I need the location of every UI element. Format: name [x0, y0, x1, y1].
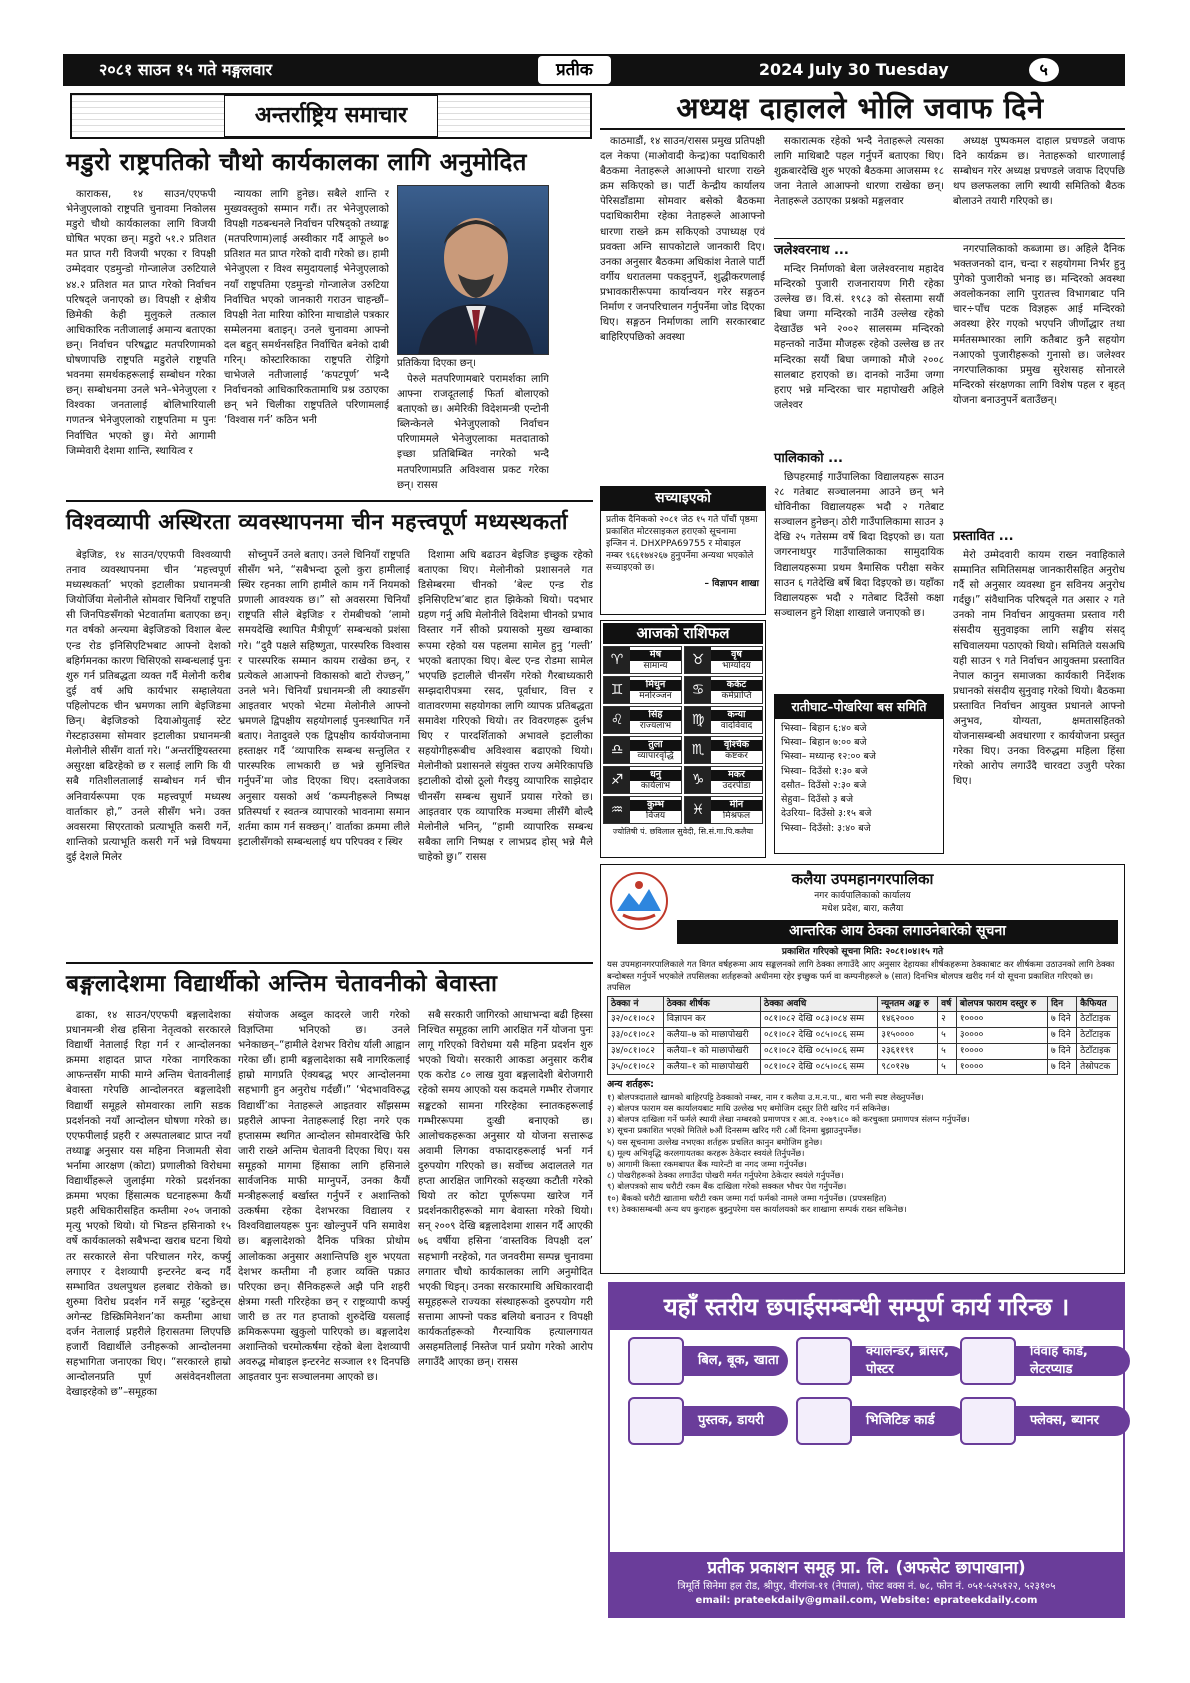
- table-cell: २३६११९१: [878, 1043, 938, 1059]
- notice-title: आन्तरिक आय ठेक्का लगाउनेबारेको सूचना: [677, 920, 1118, 944]
- dahal-text-2: सकारात्मक रहेको भन्दै नेताहरूले त्यसका लागि माथिबाटै पहल गर्नुपर्ने बताएका थिए। शुक्रबारदेखि शुरु भएको बैठकमा आजसम्म १८ जना नेताले आआफ्नो धारणा राखेका छन्। नेताहरूले उठाएका प्रश्नको मङ्गलवार: [774, 136, 944, 208]
- table-cell: १००००: [956, 1012, 1047, 1028]
- correction-box: [600, 486, 766, 615]
- horoscope-item: [684, 676, 763, 704]
- service-label: पुस्तक, डायरी: [648, 1406, 788, 1436]
- horoscope-box: [600, 620, 766, 858]
- table-cell: २: [938, 1012, 957, 1028]
- table-cell: १४६२०००: [878, 1012, 938, 1028]
- bus-schedule-row: भिस्वा– बिहान ७:०० बजे: [781, 737, 867, 748]
- zodiac-sign: कर्कट: [711, 680, 762, 691]
- dahal-col-3: [953, 134, 1125, 234]
- bus-schedule-row: सेहुवा– दिउँसो ३ बजे: [781, 794, 854, 805]
- service-label: बिल, बूक, खाता: [648, 1346, 788, 1376]
- bangladesh-col-1: [66, 1008, 231, 1620]
- zodiac-forecast: कर्मप्राप्ति: [721, 690, 752, 701]
- prastavit-col: [953, 548, 1125, 854]
- table-cell: ०८१।०८२ देखि ०८३।०८४ सम्म: [760, 1012, 877, 1028]
- term-item: ११) ठेक्कासम्बन्धी अन्य थप कुराहरू बुझ्नुपरेमा यस कार्यालयको कर शाखामा सम्पर्क राख्न सकिनेछ।: [607, 1203, 907, 1214]
- table-cell: कलैया–१ को माछापोखरी: [663, 1059, 760, 1075]
- divider: [774, 238, 1125, 239]
- zodiac-icon: ♓: [685, 797, 711, 823]
- zodiac-sign: वृश्चिक: [711, 740, 762, 751]
- zodiac-icon: ♏: [685, 737, 711, 763]
- nepali-date: २०८१ साउन १५ गते मङ्गलवार: [99, 59, 273, 79]
- horoscope-credit: ज्योतिषी पं. छविलाल सुवेदी, सि.सं.गा.पि.कलैया: [612, 827, 754, 837]
- term-item: ९) बोलपत्रको साथ धरौटी रकम बैंक दाखिला गरेको सक्कल भौचर पेश गर्नुपर्नेछ।: [607, 1181, 847, 1192]
- service-thumbnail-icon: [628, 1397, 684, 1445]
- jaleshwar-col-1: [774, 262, 944, 448]
- prastavit-head: प्रस्तावित ...: [953, 529, 1014, 544]
- zodiac-sign: धनु: [630, 770, 681, 781]
- notice-location: मधेश प्रदेश, बारा, कलैया: [821, 904, 904, 915]
- table-row: [608, 1059, 1118, 1075]
- table-cell: ७ दिने: [1047, 1059, 1076, 1075]
- printing-ad: [608, 1282, 1125, 1618]
- service-thumbnail-icon: [960, 1397, 1016, 1445]
- zodiac-forecast: मनोरञ्जन: [639, 690, 672, 701]
- table-cell: ०८१।०८२ देखि ०८५।०८६ सम्म: [760, 1028, 877, 1044]
- palika-col: [774, 470, 944, 688]
- service-label: विवाह कार्ड, लेटरप्याड: [980, 1346, 1130, 1376]
- table-cell: ३१५००००: [878, 1028, 938, 1044]
- table-header-cell: न्यूनतम अङ्क रु: [878, 996, 938, 1012]
- bangladesh-text-2: संयोजक अब्दुल कादरले जारी गरेको विज्ञप्तिमा भनिएको छ। उनले भनेकाछन्–“हामीले देशभर विरोध र्याली आह्वान गरेका छौं। हामी बङ्गलादेशका सबै नागरिकलाई हाम्रो मागप्रति ऐक्यबद्ध भएर आन्दोलनमा सहभागी हुन अनुरोध गर्दछौं।” ‘भेदभावविरुद्ध विद्यार्थी’का नेताहरूले आइतवार साँझसम्म प्रहरीले आफ्ना नेताहरूलाई रिहा नगरे एक हप्तासम्म स्थगित आन्दोलन सोमवारदेखि फेरि जारी राख्ने अन्तिम चेतावनी दिएका थिए। यस समूहको मागमा हिंसाका लागि हसिनाले सार्वजनिक माफी माग्नुपर्ने, उनका कैयौं मन्त्रीहरूलाई बर्खास्त गर्नुपर्ने र अशान्तिको उत्कर्षमा रहेका देशभरका विद्यालय र विश्वविद्यालयहरू पुनः खोल्नुपर्ने पनि समावेश छ। बङ्गलादेशको दैनिक पत्रिका प्रोथोम आलोकका अनुसार अशान्तिपछि शुरु भएयता देशभर कम्तीमा नौ हजार व्यक्ति पक्राउ परिएका छन्। सैनिकहरूले अझै पनि शहरी क्षेत्रमा गस्ती गरिरहेका छन् र राष्ट्रव्यापी कर्फ्यु जारी छ तर गत हप्ताको शुरुदेखि यसलाई क्रमिकरूपमा खुकुलो पारिएको छ। बङ्गलादेश अशान्तिको चरमोत्कर्षमा रहेको बेला देशव्यापी अवरुद्ध मोबाइल इन्टरनेट सञ्जाल ११ दिनपछि आइतवार पुनः सञ्चालनमा आएको छ।: [238, 1010, 410, 1384]
- horoscope-item: [603, 736, 682, 764]
- table-cell: ३००००: [956, 1028, 1047, 1044]
- horoscope-item: [684, 766, 763, 794]
- zodiac-forecast: भाग्योदय: [722, 660, 751, 671]
- table-cell: ७ दिने: [1047, 1043, 1076, 1059]
- bus-schedule-row: भिस्वा– मध्यान्ह १२:०० बजे: [781, 751, 876, 763]
- table-cell: ५: [938, 1059, 957, 1075]
- dahal-col-1: [600, 134, 765, 436]
- zodiac-sign: वृष: [711, 650, 762, 661]
- section-title-box: [70, 93, 592, 139]
- zodiac-icon: ♑: [685, 767, 711, 793]
- bangladesh-col-2: [238, 1008, 410, 1620]
- china-text-3: दिशामा अघि बढाउन बेइजिङ इच्छुक रहेको बताएका थिए। मेलोनीको प्रशासनले गत डिसेम्बरमा चीनको ‘बेल्ट एन्ड रोड इनिसिएटिभ’बाट हात झिकेको थियो। पदभार ग्रहण गर्नु अघि मेलोनीले विदेशमा चीनको प्रभाव विस्तार गर्ने सीको प्रयासको मुख्य खम्बाका रूपमा रहेको यस पहलमा सामेल हुनु ‘गल्ती’ भएको बताएका थिए। बेल्ट एन्ड रोडमा सामेल भएपछि इटालीले चीनसँग गरेको गैरबाध्यकारी सम्झदारीपत्रमा रसद, पूर्वाधार, वित्त र वातावरणमा सहयोगका लागि व्यापक प्रतिबद्धता समावेश गरिएको थियो। तर विवरणहरू दुर्लभ थिए र पारदर्शिताको अभावले इटालीका सहयोगीहरूबीच अविश्वास बढाएको थियो। मेलोनीको प्रशासनले संयुक्त राज्य अमेरिकापछि इटालीको दोस्रो ठूलो गैरइयु व्यापारिक साझेदार चीनसँग सम्बन्ध सुधार्ने प्रयास गरेको छ। आइतवार एक व्यापारिक मञ्चमा लीसँगै बोल्दै मेलोनीले भनिन्, “हामी व्यापारिक सम्बन्ध सबैका लागि निष्पक्ष र लाभप्रद होस् भन्ने मैले चाहेको छु।” रासस: [418, 550, 593, 863]
- maduro-text-1: काराकस, १४ साउन/एएफपी भेनेजुएलाको राष्ट्रपति चुनावमा निकोलस मडुरो चौथो कार्यकालका लागि विजयी घोषित भएका छन्। मडुरो ५१.२ प्रतिशत मत प्राप्त गरी विजयी भएका र विपक्षी उम्मेदवार एडमुन्डो गोन्जालेज उरुटियाले ४४.२ प्रतिशत मत प्राप्त गरेको निर्वाचन परिषद्ले जनाएको छ। विपक्षी र क्षेत्रीय छिमेकी केही मुलुकले तत्काल आधिकारिक नतीजालाई अमान्य बताएका छन्। निर्वाचन परिषद्बाट मतपरिणामको घोषणापछि राष्ट्रपति मडुरोले राष्ट्रपति भवनमा समर्थकहरूलाई सम्बोधन गरेका छन्। सम्बोधनमा उनले भने–भेनेजुएला र विश्वका जनतालाई बोलिभारियाली गणतन्त्र भेनेजुएलाको राष्ट्रपतिमा म पुनः निर्वाचित भएको छु। मेरो आगामी जिम्मेवारी देशमा शान्ति, स्थायित्व र: [66, 189, 216, 457]
- service-thumbnail-icon: [960, 1337, 1016, 1385]
- table-cell: ठेटाँटाइक: [1077, 1043, 1118, 1059]
- china-text-2: सोच्नुपर्ने उनले बताए। उनले चिनियाँ राष्ट्रपति सीसँग भने, “सबैभन्दा ठूलो कुरा हामीलाई स्थिर रहनका लागि हामीले काम गर्ने नियमको प्रणाली आवश्यक छ।” सो अवसरमा चिनियाँ राष्ट्रपति सीले बेइजिङ र रोमबीचको ‘लामो समयदेखि स्थापित मैत्रीपूर्ण’ सम्बन्धको प्रशंसा गरे। “दुवै पक्षले सहिष्णुता, पारस्परिक विश्वास र पारस्परिक सम्मान कायम राखेका छन्, र प्रत्येकले आआफ्नो विकासको बाटो रोज्छन्,” उनले भने। चिनियाँ प्रधानमन्त्री ली क्याङसँग आइतवार भएको भेटमा मेलोनीले आफ्नो भ्रमणले द्विपक्षीय सहयोगलाई पुनःस्थापित गर्ने बताए। नेतादुवले एक द्विपक्षीय कार्ययोजनामा हस्ताक्षर गर्दै ‘व्यापारिक सम्बन्ध सन्तुलित र पारस्परिक लाभकारी छ भन्ने सुनिश्चित गर्नुपर्ने’मा जोड दिएका थिए। दस्तावेजका अनुसार यसको अर्थ ‘कम्पनीहरूले निष्पक्ष प्रतिस्पर्धा र स्वतन्त्र व्यापारको भावनामा समान शर्तमा काम गर्न सक्छन्।’ वार्ताका क्रममा लीले इटालीसँगको सम्बन्धलाई थप परिपक्व र स्थिर: [238, 550, 410, 848]
- term-item: ८) पोखरीहरूको ठेक्का लगाउँदा पोखरी मर्मत गर्नुपरेमा ठेकेदार स्वयंले गर्नुपर्नेछ।: [607, 1170, 844, 1181]
- bus-box: [774, 694, 944, 854]
- zodiac-sign: कुम्भ: [630, 800, 681, 811]
- china-col-1: [66, 548, 231, 958]
- table-header-cell: बोलपत्र फाराम दस्तुर रु: [956, 996, 1047, 1012]
- table-cell: ९८०१२७: [878, 1059, 938, 1075]
- table-cell: ७ दिने: [1047, 1028, 1076, 1044]
- maduro-headline: मडुरो राष्ट्रपतिको चौथो कार्यकालका लागि अनुमोदित: [66, 147, 527, 176]
- service-label: क्यालेन्डर, ब्रोसर, पोस्टर: [816, 1346, 966, 1376]
- maduro-col-2: [224, 187, 389, 494]
- table-cell: कलैया–१ को माछापोखरी: [663, 1043, 760, 1059]
- table-cell: ३३/०८१।०८२: [608, 1028, 664, 1044]
- horoscope-item: [603, 766, 682, 794]
- tender-notice: [600, 864, 1125, 1274]
- term-item: ५) यस सूचनामा उल्लेख नभएका शर्तहरू प्रचलित कानुन बमोजिम हुनेछ।: [607, 1136, 823, 1147]
- zodiac-icon: ♐: [604, 767, 630, 793]
- maduro-text-3: पेरुले मतपरिणामबारे परामर्शका लागि आफ्ना राजदूतलाई फिर्ता बोलाएको बताएको छ। अमेरिकी विदेशमन्त्री एन्टोनी ब्लिन्केनले भेनेजुएलाको निर्वाचन परिणाममले भेनेजुएलाका मतदाताको इच्छा प्रतिबिम्बित नगरेको भन्दै मतपरिणामप्रति अविश्वास प्रकट गरेका छन्। रासस: [397, 374, 549, 491]
- zodiac-forecast: व्यापारवृद्धि: [637, 750, 674, 761]
- maduro-photo: [397, 185, 549, 355]
- jaleshwar-text-2: नगरपालिकाको कब्जामा छ। अहिले दैनिक भक्तजनको दान, चन्दा र सहयोगमा निर्भर हुनु पुगेको पुजारीको भनाइ छ। मन्दिरको अवस्था अवलोकनका लागि पुरातत्त्व विभागबाट पनि चार÷पाँच पटक विज्ञहरू आई मन्दिरको अवस्था हेरेर गएको भएपनि जीर्णोद्धार तथा मर्मतसम्भारका लागि कतैबाट कुनै सहयोग नआएको पुजारीहरूको गुनासो छ। जलेश्वर नगरपालिकाका प्रमुख सुरेशसह सोनारले मन्दिरको संरक्षणका लागि विशेष पहल र बृहत् योजना बनाउनुपर्ने बताउँछन्।: [953, 244, 1125, 406]
- table-cell: ३४/०८१।०८२: [608, 1043, 664, 1059]
- table-header-cell: ठेक्का नं: [608, 996, 664, 1012]
- zodiac-sign: मीन: [711, 800, 762, 811]
- zodiac-icon: ♌: [604, 707, 630, 733]
- divider: [600, 128, 1125, 130]
- zodiac-forecast: राज्यलाभ: [639, 720, 672, 731]
- bangladesh-headline: बङ्गलादेशमा विद्यार्थीको अन्तिम चेतावनीको बेवास्ता: [66, 970, 498, 997]
- bus-schedule-row: देउरिया– दिउँसो ३:१५ बजे: [781, 808, 872, 820]
- ad-footer: [610, 1552, 1123, 1616]
- correction-body: प्रतीक दैनिकको २०८१ जेठ १५ गते पाँचौं पृष्ठमा प्रकाशित मोटरसाइकल हराएको सूचनामा इन्जिन नं. DHXPPA69755 र मोबाइल नम्बर ९६६१७४२६७ हुनुपर्नेमा अन्यथा भएकोले सच्याइएको छ।: [606, 514, 758, 574]
- divider: [66, 500, 593, 502]
- bangladesh-col-3: [418, 1008, 593, 1620]
- term-item: २) बोलपत्र फाराम यस कार्यालयबाट माथि उल्लेख भए बमोजिम दस्तुर तिरी खरिद गर्न सकिनेछ।: [607, 1103, 890, 1114]
- table-cell: ०८१।०८२ देखि ०८५।०८६ सम्म: [760, 1059, 877, 1075]
- page-header: [63, 54, 1125, 86]
- notice-org: कलैया उपमहानगरपालिका: [791, 870, 934, 888]
- service-thumbnail-icon: [628, 1337, 684, 1385]
- horoscope-item: [603, 796, 682, 824]
- zodiac-sign: मेष: [630, 650, 681, 661]
- zodiac-forecast: कार्यलाभ: [640, 780, 671, 791]
- jaleshwar-text-1: मन्दिर निर्माणको बेला जलेश्वरनाथ महादेव मन्दिरको पुजारी राजनारायण गिरी रहेका उल्लेख छ। वि.सं. १९८३ को सेस्तामा सयौं बिघा जग्गा मन्दिरको नाउँमै उल्लेख रहेको देखाउँछ भने २००२ सालसम्म मन्दिरको महन्तको नाउँमा मौजहरू रहेको उल्लेख छ तर मन्दिरका सयौं बिघा जग्गाको मौजे २००८ सालबाट हराएको छ। दानको नाउँमा जग्गा हराए भन्ने मन्दिरका चार महापोखरी अहिले जलेश्वर: [774, 264, 944, 411]
- divider: [66, 962, 593, 964]
- zodiac-sign: तुला: [630, 740, 681, 751]
- horoscope-item: [603, 646, 682, 674]
- zodiac-forecast: विजय: [645, 810, 666, 821]
- horoscope-item: [684, 706, 763, 734]
- page-number: ५: [1029, 58, 1059, 82]
- notice-intro: यस उपमहानगरपालिकाले गत विगत वर्षहरूमा आय सङ्कलनको लागि ठेक्का लगाउँदै आए अनुसार देहायका शीर्षकहरूमा ठेक्काबाट कर शीर्षकमा उठाउनको लागि ठेक्का बन्दोबस्त गर्नुपर्ने भएकोले तपसिलका शर्तहरूको अधीनमा रहेर इच्छुक फर्म वा कम्पनीहरूले ७ (सात) दिनभित्र बोलपत्र खरीद गर्न यो सूचना प्रकाशित गरिएको छ। तपसिल: [607, 960, 1115, 993]
- tender-table: [607, 996, 1118, 1076]
- zodiac-icon: ♊: [604, 677, 630, 703]
- terms-title: अन्य शर्तहरू:: [607, 1079, 654, 1091]
- table-header-cell: दिन: [1047, 996, 1076, 1012]
- service-label: भिजिटिङ कार्ड: [816, 1406, 966, 1436]
- table-cell: ७ दिने: [1047, 1012, 1076, 1028]
- horoscope-item: [603, 676, 682, 704]
- correction-sign: – विज्ञापन शाखा: [704, 578, 759, 589]
- table-cell: ३२/०८१।०८२: [608, 1012, 664, 1028]
- zodiac-icon: ♍: [685, 707, 711, 733]
- service-label: फ्लेक्स, ब्यानर: [980, 1406, 1130, 1436]
- table-cell: ठेटाँटाइक: [1077, 1028, 1118, 1044]
- zodiac-forecast: सामान्य: [643, 660, 668, 671]
- zodiac-icon: ♎: [604, 737, 630, 763]
- zodiac-sign: मिथुन: [630, 680, 681, 691]
- service-thumbnail-icon: [796, 1337, 852, 1385]
- table-header-cell: कैफियत: [1077, 996, 1118, 1012]
- term-item: ४) सूचना प्रकाशित भएको मितिले ७औं दिनसम्म खरिद गरी ८औं दिनमा बुझाउनुपर्नेछ।: [607, 1125, 862, 1136]
- maduro-col-3: [397, 372, 549, 494]
- horoscope-item: [684, 736, 763, 764]
- china-headline: विश्वव्यापी अस्थिरता व्यवस्थापनमा चीन महत्त्वपूर्ण मध्यस्थकर्ता: [66, 510, 568, 535]
- bus-title: रातीघाट–पोखरिया बस समिति: [775, 695, 943, 719]
- municipal-emblem-icon: [609, 871, 669, 931]
- table-cell: ठेटाँटाइक: [1077, 1012, 1118, 1028]
- table-header-cell: ठेक्का शीर्षक: [663, 996, 760, 1012]
- table-cell: कलैया–७ को माछापोखरी: [663, 1028, 760, 1044]
- dahal-text-3: अध्यक्ष पुष्पकमल दाहाल प्रचण्डले जवाफ दिने कार्यक्रम छ। नेताहरूको धारणालाई सम्बोधन गरेर अध्यक्ष प्रचण्डले जवाफ दिएपछि थप छलफलका लागि स्थायी समितिको बैठक बोलाउने तयारी गरिएको छ।: [953, 136, 1125, 208]
- table-row: [608, 1012, 1118, 1028]
- zodiac-forecast: कष्टकर: [725, 750, 748, 761]
- lead-headline: अध्यक्ष दाहालले भोलि जवाफ दिने: [676, 91, 1044, 125]
- table-row: [608, 1028, 1118, 1044]
- table-row: [608, 1043, 1118, 1059]
- palika-head: पालिकाको ...: [774, 451, 843, 466]
- jaleshwar-head: जलेश्वरनाथ ...: [774, 243, 849, 258]
- maduro-col-1: [66, 187, 216, 494]
- jaleshwar-col-2: [953, 242, 1125, 522]
- horoscope-item: [684, 646, 763, 674]
- horoscope-item: [603, 706, 682, 734]
- notice-date: प्रकाशित गरिएको सूचना मिति: २०८१।०४।१५ गते: [781, 946, 944, 957]
- correction-title: सच्याइएको: [601, 487, 765, 511]
- bus-schedule-row: दसौत– दिउँसो २:३० बजे: [781, 779, 867, 791]
- bangladesh-text-3: सबै सरकारी जागिरको आधाभन्दा बढी हिस्सा निश्चित समूहका लागि आरक्षित गर्ने योजना पुनः लागू गरिएको विरोधमा यसै महिना प्रदर्शन शुरु भएको थियो। सरकारी आकडा अनुसार करीब एक करोड ८० लाख युवा बङ्गलादेशी बेरोजगारी रहेको समय आएको यस कदमले गम्भीर रोजगार सङ्कटको सामना गरिरहेका स्नातकहरूलाई गम्भीररूपमा दुःखी बनाएको छ। आलोचकहरूका अनुसार यो योजना सत्तारूढ अवामी लिगका वफादारहरूलाई भर्ना गर्न दुरुपयोग गरिएको छ। सर्वोच्च अदालतले गत हप्ता आरक्षित जागिरको सङ्ख्या कटौती गरेको थियो तर कोटा पूर्णरूपमा खारेज गर्ने प्रदर्शनकारीहरूको माग बेवास्ता गरेको थियो। सन् २००९ देखि बङ्गलादेशमा शासन गर्दै आएकी ७६ वर्षीया हसिना ‘वास्तविक विपक्षी दल’ सहभागी नरहेको, गत जनवरीमा सम्पन्न चुनावमा लगातार चौथो कार्यकालका लागि अनुमोदित भएकी थिइन्। उनका सरकारमाथि अधिकारवादी समूहहरूले राज्यका संस्थाहरूको दुरुपयोग गरी सत्तामा आफ्नो पकड बलियो बनाउन र विपक्षी कार्यकर्ताहरूको गैरन्यायिक हत्यालगायत असहमतिलाई निस्तेज पार्न प्रयोग गरेको आरोप लगाउँदै आएका छन्। रासस: [418, 1010, 593, 1369]
- ad-headline: यहाँ स्तरीय छपाईसम्बन्धी सम्पूर्ण कार्य गरिन्छ ।: [610, 1284, 1123, 1330]
- table-cell: विज्ञापन कर: [663, 1012, 760, 1028]
- horoscope-item: [684, 796, 763, 824]
- horoscope-title: आजको राशिफल: [603, 623, 763, 644]
- zodiac-sign: सिंह: [630, 710, 681, 721]
- bus-schedule-row: भिस्वा– दिउँसो: ३:४० बजे: [781, 822, 871, 834]
- term-item: ६) मूल्य अभिवृद्धि करलगायतका करहरू ठेकेदार स्वयंले तिर्नुपर्नेछ।: [607, 1147, 805, 1158]
- notice-office: नगर कार्यपालिकाको कार्यालय: [814, 891, 911, 902]
- china-text-1: बेइजिङ, १४ साउन/एएफपी विश्वव्यापी तनाव व्यवस्थापनमा चीन ‘महत्त्वपूर्ण मध्यस्थकर्ता’ भएको इटालीका प्रधानमन्त्री जियोर्जिया मेलोनीले सोमवार चिनियाँ राष्ट्रपति सी जिनपिङसँगको भेटवार्तामा बताएका छन्। गत वर्षको अन्त्यमा बेइजिङको विशाल बेल्ट एन्ड रोड इनिसिएटिभबाट आफ्नो देशको बहिर्गमनका कारण चिसिएको सम्बन्धलाई पुनः शुरु गर्न प्रतिबद्धता व्यक्त गर्दै मेलोनी करीब दुई वर्ष अघि कार्यभार सम्हालेयता पहिलोपटक चीन भ्रमणका लागि बेइजिङमा छिन्। बेइजिङको दियाओयुताई स्टेट गेस्टहाउसमा सोमवार इटालीका प्रधानमन्त्री मेलोनीले सीसँग वार्ता गरे। “अन्तर्राष्ट्रियस्तरमा असुरक्षा बढिरहेको छ र सलाई लागि कि यी सबै गतिशीलतालाई सम्बोधन गर्न चीन अनिवार्यरूपमा एक महत्त्वपूर्ण मध्यस्थ वार्ताकार हो,” उनले सीसँग भने। उक्त अवसरमा सिएरताको प्रत्याभूति कसरी गर्ने, शान्तिको प्रत्याभूति कसरी गर्ने भन्ने विषयमा दुई देशले मिलेर: [66, 550, 231, 863]
- table-cell: १००००: [956, 1043, 1047, 1059]
- zodiac-icon: ♋: [685, 677, 711, 703]
- zodiac-icon: ♉: [685, 647, 711, 673]
- term-item: १) बोलपत्रदाताले खामको बाहिरपट्टि ठेक्काको नम्बर, नाम र कलैया उ.म.न.पा., बारा भनी स्पष्ट लेख्नुपर्नेछ।: [607, 1091, 924, 1102]
- tender-table-header: [608, 996, 1118, 1012]
- english-date: 2024 July 30 Tuesday: [758, 59, 949, 79]
- zodiac-icon: ♒: [604, 797, 630, 823]
- palika-text: छिपहरमाई गाउँपालिका विद्यालयहरू साउन २८ गतेबाट सञ्चालनमा आउने छन् भने धोविनीका विद्यालयहरू भदौ २ गतेबाट सञ्चालन हुनेछन्। ठोरी गाउँपालिकामा साउन ३ देखि २५ गतेसम्म वर्षे बिदा दिइएको छ। यता जगरनाथपुर गाउँपालिकाका सामुदायिक विद्यालयहरूमा प्रथम त्रैमासिक परीक्षा सकेर साउन ६ गतेदेखि बर्षे बिदा दिइएको छ। यहाँका विद्यालयहरू भदौ २ गतेबाट दिउँसो कक्षा सञ्चालन हुने शिक्षा शाखाले जनाएको छ।: [774, 472, 944, 619]
- china-col-3: [418, 548, 593, 958]
- maduro-caption: प्रतिकिया दिएका छन्।: [397, 358, 477, 369]
- table-cell: ५: [938, 1043, 957, 1059]
- ad-company: प्रतीक प्रकाशन समूह प्रा. लि. (अफसेट छापाखाना): [707, 1558, 1026, 1578]
- term-item: १०) बैंकको धरौटी खातामा धरौटी रकम जम्मा गर्दा फर्मको नामले जम्मा गर्नुपर्नेछ। (प्रपत्रसहित): [607, 1192, 887, 1203]
- table-cell: ५: [938, 1028, 957, 1044]
- table-cell: ३५/०८१।०८२: [608, 1059, 664, 1075]
- table-cell: ०८१।०८२ देखि ०८५।०८६ सम्म: [760, 1043, 877, 1059]
- service-thumbnail-icon: [796, 1397, 852, 1445]
- bangladesh-text-1: ढाका, १४ साउन/एएफपी बङ्गलादेशका प्रधानमन्त्री शेख हसिना नेतृत्वको सरकारले विद्यार्थी नेतालाई रिहा गर्न र आन्दोलनका क्रममा शहादत प्राप्त गरेका नागरिकका आफन्तसँग माफी माग्ने अन्तिम चेतावनीलाई बेवास्ता गरेपछि आन्दोलनरत बङ्गलादेशी विद्यार्थी समूहले सोमवारका लागि सडक प्रदर्शनको नयाँ आन्दोलन घोषणा गरेको छ। एएफपीलाई प्रहरी र अस्पतालबाट प्राप्त नयाँ तथ्याङ्क अनुसार यस महिना निजामती सेवा भर्नामा आरक्षण (कोटा) प्रणालीको विरोधमा विद्यार्थीहरूले जुलाईमा गरेको प्रदर्शनका क्रममा भएका हिंसात्मक घटनाहरूमा कैयौं प्रहरी अधिकारीसहित कम्तीमा २०५ जनाको मृत्यु भएको थियो। यो भिडन्त हसिनाको १५ वर्षे कार्यकालको सबैभन्दा खराब घटना थियो तर सरकारले सेना परिचालन गरेर, कर्फ्यु लगाएर र देशव्यापी इन्टरनेट बन्द गर्दै सम्भावित उथलपुथल हलबाट रोकेको छ। शुरुमा विरोध प्रदर्शन गर्ने समूह ‘स्टुडेन्ट्स अगेन्स्ट डिस्क्रिमिनेशन’का कम्तीमा आधा दर्जन नेतालाई प्रहरीले हिरासतमा लिएपछि हजारौं विद्यार्थीले उनीहरूको आन्दोलनमा सहभागिता जनाएका थिए। “सरकारले हाम्रो आन्दोलनप्रति पूर्ण असंवेदनशीलता देखाइरहेको छ”–समूहका: [66, 1010, 231, 1399]
- table-cell: तेस्रोपटक: [1077, 1059, 1118, 1075]
- terms-list: [607, 1092, 1118, 1215]
- china-col-2: [238, 548, 410, 958]
- zodiac-forecast: वादविवाद: [720, 720, 753, 731]
- bus-schedule-row: भिस्वा– बिहान ६:४० बजे: [781, 722, 867, 734]
- section-title: अन्तर्राष्ट्रिय समाचार: [224, 95, 438, 136]
- term-item: ७) आगामी किस्ता रकमबापत बैंक ग्यारेन्टी वा नगद जम्मा गर्नुपर्नेछ।: [607, 1159, 807, 1170]
- masthead: प्रतीक: [538, 56, 611, 84]
- table-header-cell: ठेक्का अवधि: [760, 996, 877, 1012]
- zodiac-sign: कन्या: [711, 710, 762, 721]
- zodiac-icon: ♈: [604, 647, 630, 673]
- horoscope-grid: [603, 646, 763, 824]
- prastavit-text: मेरो उम्मेदवारी कायम राख्न नवाहिकाले सम्मानित समितिसमक्ष जानकारीसहित अनुरोध गर्दै सो अनुसार व्यवस्था हुन सविनय अनुरोध गर्दछु।” संवैधानिक परिषद्ले गत असार २ गते उनको नाम निर्वाचन आयुक्तमा प्रस्ताव गरी संसदीय सुनुवाइका लागि सङ्घीय संसद् सचिवालयमा पठाएको थियो। समितिले यसअघि यही साउन ९ गते निर्वाचन आयुक्तमा प्रस्तावित नेपाल कानुन समाजका कार्यकारी निर्देशक प्रधानको संसदीय सुनुवाइ गरेको थियो। बैठकमा प्रस्तावित निर्वाचन आयुक्त प्रधानले आफ्नो अनुभव, योग्यता, क्षमतासहितको योजनासम्बन्धी अवधारणा र कार्ययोजना प्रस्तुत गरेका थिए। उनका विरुद्धमा महिला हिंसा गरेको आरोप लगाउँदै चारवटा उजुरी परेका थिए।: [953, 550, 1125, 788]
- zodiac-sign: मकर: [711, 770, 762, 781]
- table-cell: १००००: [956, 1059, 1047, 1075]
- term-item: ३) बोलपत्र दाखिला गर्ने फर्मले स्थायी लेखा नम्बरको प्रमाणपत्र र आ.व. २०७९।८० को करचुक्ता प्रमाणपत्र संलग्न गर्नुपर्नेछ।: [607, 1114, 970, 1125]
- ad-address: त्रिमूर्ति सिनेमा हल रोड, श्रीपुर, वीरगंज-११ (नेपाल), पोस्ट बक्स नं. ७८, फोन नं. ०५१-५२५१२२, ५२३१०५: [677, 1581, 1056, 1593]
- table-header-cell: वर्ष: [938, 996, 957, 1012]
- maduro-text-2: न्यायका लागि हुनेछ। सबैले शान्ति र मुख्यवस्तुको सम्मान गरौं। तर भेनेजुएलाको विपक्षी गठबन्धनले निर्वाचन परिषद्को तथ्याङ्क (मतपरिणाम)लाई अस्वीकार गर्दै आफूले ७० प्रतिशत मत प्राप्त गरेको दावी गरेको छ। हामी भेनेजुएला र विश्व समुदायलाई भेनेजुएलाको नयाँ राष्ट्रपतिमा एडमुन्डो गोन्जालेज उरुटिया निर्वाचित भएको जानकारी गराउन चाहन्छौं– विपक्षी नेता मारिया कोरिना माचाडोले पत्रकार सम्मेलनमा बताइन्। उनले चुनावमा आफ्नो दल बहुत् समर्थनसहित निर्वाचित बनेको दाबी गरिन्। कोस्टारिकाका राष्ट्रपति रोड्रिगो चाभेजले नतीजालाई ‘कपटपूर्ण’ भन्दै निर्वाचनको आधिकारिकतामाथि प्रश्न उठाएका छन् भने चिलीका राष्ट्रपतिले परिणामलाई ‘विश्वास गर्न’ कठिन भनी: [224, 189, 389, 427]
- zodiac-forecast: उदरपीडा: [722, 780, 751, 791]
- bus-schedule-row: भिस्वा– दिउँसो १:३० बजे: [781, 765, 868, 777]
- zodiac-forecast: मिश्रफल: [722, 810, 751, 821]
- bus-schedule: [775, 719, 943, 839]
- dahal-col-2: [774, 134, 944, 234]
- dahal-text-1: काठमाडौं, १४ साउन/रासस प्रमुख प्रतिपक्षी दल नेकपा (माओवादी केन्द्र)का पदाधिकारी बैठकमा नेताहरूले आआफ्नो धारणा राख्ने क्रम सकिएको छ। पार्टी केन्द्रीय कार्यालय पेरिसडाँडामा सोमवार बसेको बैठकमा पदाधिकारीमा रहेका नेताहरूले आआफ्नो धारणा राख्ने क्रम सकिएको उपाध्यक्ष एवं प्रवक्ता अग्नि सापकोटाले जानकारी दिए। उनका अनुसार बैठकमा अधिकांश नेताले पार्टी वर्गीय धरातलमा पकड्नुपर्ने, शुद्धीकरणलाई प्रभावकारीरूपमा कार्यान्वयन गरेर सङ्गठन निर्माण र जनपरिचालन गर्नुपर्नेमा जोड दिएका थिए। सङ्गठन निर्माणका लागि सरकारबाट बाहिरिएपछिको अवस्था: [600, 136, 765, 344]
- ad-contact: email: prateekdaily@gmail.com, Website: eprateekdaily.com: [695, 1595, 1038, 1607]
